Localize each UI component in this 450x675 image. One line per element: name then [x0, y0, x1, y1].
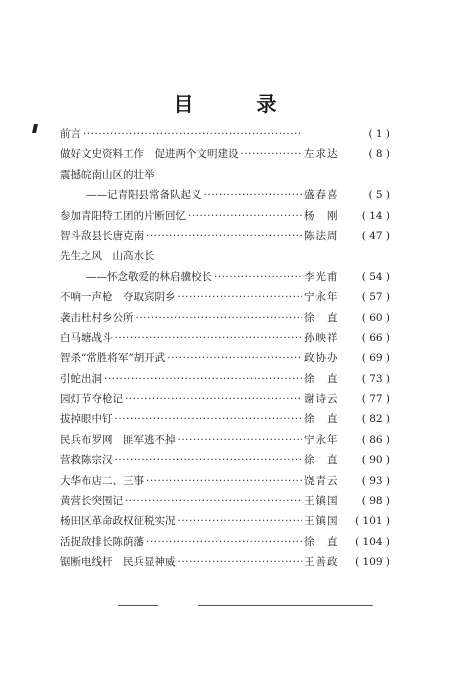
toc-entry-author: 徐 直	[304, 413, 339, 426]
toc-entry	[60, 124, 390, 144]
toc-entry	[60, 552, 390, 572]
toc-entry-title: 先生之风 山高水长	[60, 250, 155, 263]
toc-entry	[60, 491, 390, 511]
toc-leader-dots	[146, 471, 302, 491]
toc-leader-dots	[115, 328, 303, 348]
toc-entry-author: 王镇国	[304, 495, 339, 508]
toc-entry-page: ( 109 )	[355, 556, 390, 569]
toc-entry-page: ( 104 )	[355, 535, 390, 548]
toc-entry-page: ( 57 )	[361, 291, 390, 304]
toc-entry-title: 园灯节夺枪记	[60, 393, 123, 406]
toc-entry	[60, 308, 390, 328]
toc-entry-author: 徐 直	[304, 454, 339, 467]
toc-leader-dots	[115, 409, 303, 429]
toc-entry-page: ( 69 )	[361, 352, 390, 365]
toc-entry	[60, 389, 390, 409]
bottom-rule-main	[198, 605, 373, 606]
toc-entry-title: 营救陈宗汉	[60, 454, 113, 467]
toc-entry-title: 锯断电线杆 民兵显神威	[60, 556, 176, 569]
toc-entry-title: 前言	[60, 128, 81, 140]
toc-entry-page: ( 98 )	[361, 495, 390, 508]
toc-entry-author: 盛春喜	[304, 189, 339, 202]
toc-entry-page: ( 8 )	[368, 148, 390, 161]
toc-entry-title: 黄营长突围记	[60, 495, 123, 508]
toc-leader-dots	[125, 491, 302, 511]
toc-entry	[60, 409, 390, 429]
toc-entry-title: 袭击杜村乡公所	[60, 311, 134, 324]
toc-entry-author: 左求达	[304, 148, 339, 161]
toc-leader-dots	[178, 511, 303, 531]
toc-entry-author: 王镇国	[304, 515, 339, 528]
toc-entry-title: 智杀“常胜将军”胡开武	[60, 352, 166, 365]
toc-entry-title: 杨田区革命政权征税实况	[60, 515, 176, 528]
toc-entry-title: 不响一声枪 夺取宾阴乡	[60, 291, 176, 304]
toc-entry-author: 杨 刚	[304, 209, 339, 222]
toc-entry-page: ( 93 )	[361, 474, 390, 487]
toc-leader-dots	[83, 124, 302, 144]
toc-entry-title: 民兵布罗网 匪军逃不掉	[60, 433, 176, 446]
toc-entry-author: 王善政	[304, 556, 339, 569]
toc-entry-author: 李光甫	[304, 270, 339, 283]
toc-entry-page: ( 86 )	[361, 433, 390, 446]
toc-leader-dots	[136, 308, 303, 328]
toc-entry-author: 陈法周	[304, 229, 339, 242]
table-of-contents	[60, 124, 390, 573]
toc-entry	[60, 328, 390, 348]
toc-entry	[60, 246, 390, 266]
toc-entry-title: ——怀念敬爱的林启骥校长	[86, 270, 212, 283]
toc-leader-dots	[241, 144, 303, 164]
toc-entry-page: ( 77 )	[361, 393, 390, 406]
toc-entry-page: ( 73 )	[361, 372, 390, 385]
toc-entry	[60, 267, 390, 287]
toc-entry-author: 宁永年	[304, 433, 339, 446]
toc-entry-page: ( 66 )	[361, 331, 390, 344]
toc-leader-dots	[146, 226, 302, 246]
toc-leader-dots	[104, 369, 302, 389]
toc-entry	[60, 430, 390, 450]
toc-leader-dots	[214, 267, 302, 287]
toc-leader-dots	[178, 552, 303, 572]
toc-entry-page: ( 90 )	[361, 454, 390, 467]
toc-entry-title: ——记青阳县常备队起义	[86, 189, 202, 202]
toc-leader-dots	[167, 348, 302, 368]
toc-entry-page: ( 1 )	[368, 128, 390, 140]
toc-entry-title: 震撼皖南山区的壮举	[60, 168, 155, 181]
toc-entry	[60, 206, 390, 226]
toc-entry-title: 参加青阳特工团的片断回忆	[60, 209, 186, 222]
toc-entry-author: 徐 直	[304, 372, 339, 385]
toc-entry	[60, 348, 390, 368]
toc-entry	[60, 511, 390, 531]
toc-entry-page: ( 14 )	[361, 209, 390, 222]
page-title: 目 录	[173, 92, 305, 116]
toc-entry-title: 白马塘战斗	[60, 331, 113, 344]
toc-entry	[60, 165, 390, 185]
toc-entry-title: 活捉敌排长陈荫藩	[60, 535, 144, 548]
toc-entry-title: 大华布店二、三事	[60, 474, 144, 487]
toc-entry-page: ( 60 )	[361, 311, 390, 324]
toc-entry	[60, 450, 390, 470]
toc-entry	[60, 144, 390, 164]
toc-entry-author: 饶青云	[304, 474, 339, 487]
toc-entry-author: 孙映祥	[304, 331, 339, 344]
toc-entry	[60, 471, 390, 491]
scan-mark	[32, 124, 38, 133]
toc-entry-title: 引蛇出洞	[60, 372, 102, 385]
toc-entry-author: 谢诗云	[304, 393, 339, 406]
toc-entry-author: 徐 直	[304, 311, 339, 324]
toc-leader-dots	[125, 389, 302, 409]
toc-entry-title: 智斗敌县长唐克南	[60, 229, 144, 242]
toc-entry-page: ( 5 )	[368, 189, 390, 202]
toc-entry-author: 徐 直	[304, 535, 339, 548]
toc-entry-page: ( 47 )	[361, 229, 390, 242]
toc-leader-dots	[146, 532, 302, 552]
toc-entry-page: ( 101 )	[355, 515, 390, 528]
toc-entry	[60, 226, 390, 246]
toc-leader-dots	[178, 430, 303, 450]
toc-entry-author: 宁永年	[304, 291, 339, 304]
toc-entry-title: 拔掉眼中钉	[60, 413, 113, 426]
toc-leader-dots	[178, 287, 303, 307]
toc-entry	[60, 287, 390, 307]
toc-entry	[60, 532, 390, 552]
toc-entry-page: ( 54 )	[361, 270, 390, 283]
toc-entry-author: 政协办	[304, 352, 339, 365]
toc-leader-dots	[188, 206, 302, 226]
toc-leader-dots	[115, 450, 303, 470]
toc-entry-page: ( 82 )	[361, 413, 390, 426]
toc-leader-dots	[204, 185, 303, 205]
bottom-rule-left	[118, 605, 158, 606]
toc-entry	[60, 369, 390, 389]
toc-entry	[60, 185, 390, 205]
toc-entry-title: 做好文史资料工作 促进两个文明建设	[60, 148, 239, 161]
